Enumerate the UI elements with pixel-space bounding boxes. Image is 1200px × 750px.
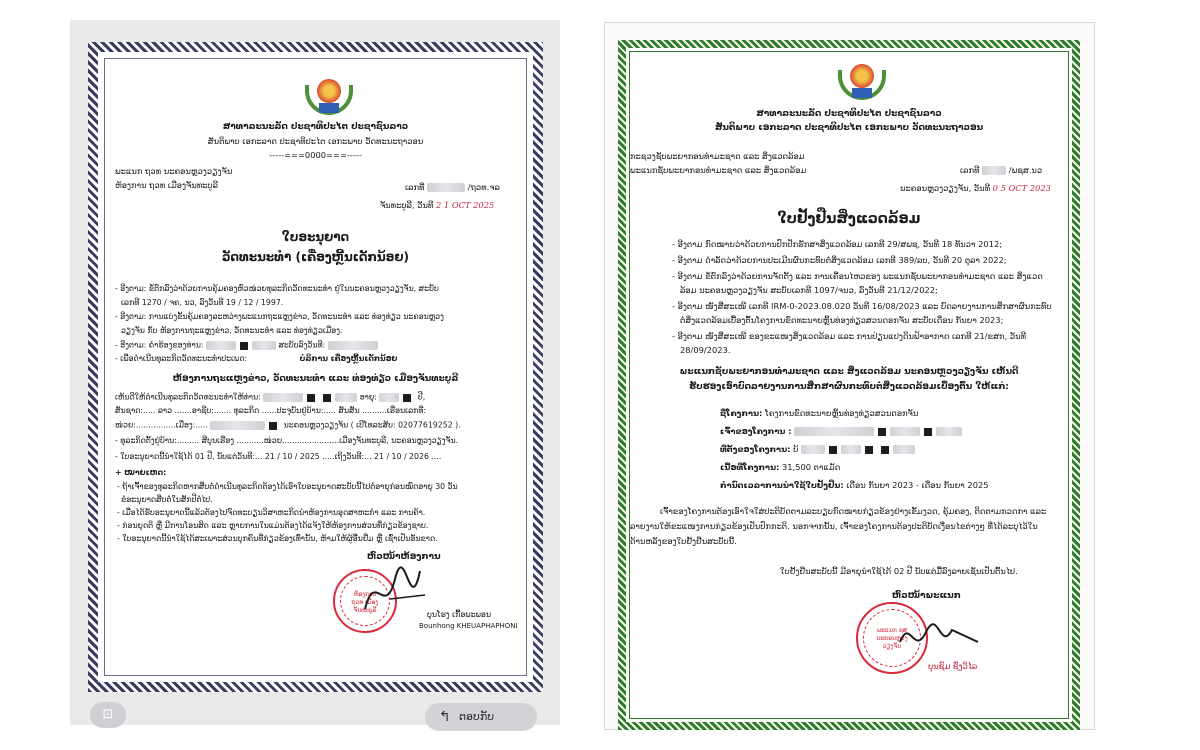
project-name-label: ຊື່ໂຄງການ: [720, 408, 763, 418]
certificate-inner-frame [629, 51, 1069, 719]
project-location-field [720, 445, 915, 454]
project-area-field [720, 463, 840, 471]
project-owner-field [720, 427, 962, 436]
ref-label: ເລກທີ່ [405, 182, 425, 192]
right-reference-4-cont: ຕໍ່ສິ່ງແວດລ້ອມເບື້ອງຕົ້ນໂຄງການຂົດທະນາຍຫຼິ້ນທ່ອງທ່ຽວສວນດອກຈັນ ສະບັບເດືອນ ກັນຍາ 2023; [680, 315, 1004, 325]
note-heading: + ໝາຍເຫດ: [115, 468, 167, 477]
reference-2-cont: ວຽງຈັນ ກັບ ຫ້ອງການຖະແຫຼງຂ່າວ, ວັດທະນະທຳ ແລະ ທ່ອງທ່ຽວເມືອງ. [121, 326, 343, 335]
reply-button[interactable] [425, 703, 537, 731]
certificate-validity: ໃບຢັ້ງຢືນສະບັບນີ້ ມີອາຍຸນຳໃຊ້ໄດ້ 02 ປີ ນັບແຕ່ມື້ລົງລາຍເຊັນເປັນຕົ້ນໄປ. [780, 566, 1018, 576]
reference-3-label: - ອີງຕາມ: ຄຳຮ້ອງຂອງທ່ານ: [115, 340, 204, 350]
reply-arrow-icon: ↰ [439, 709, 451, 725]
right-national-header: ສາທາລະນະລັດ ປະຊາທິປະໄຕ ປະຊາຊົນລາວ [756, 109, 942, 119]
nationality-line: ສັນຊາດ:..... ລາວ .......ອາຊີບ:....... ທຸລະກິດ ......ປະຈຸບັນຢູ່ບ້ານ:..... ສັນສັນ ..........ເຮືອນເລກທີ່: [115, 406, 427, 415]
year-label: ປີ, [417, 392, 426, 402]
project-location-label: ທີ່ຕັ້ງຂອງໂຄງການ: [720, 444, 791, 454]
signature-icon [355, 559, 435, 629]
right-date-line [900, 184, 1051, 192]
project-name-field [720, 409, 918, 417]
project-area-value: 31,500 ຕາແມັດ [782, 462, 841, 472]
permit-holder-label: ເຫັນດີໃຫ້ດຳເນີນທຸລະກິດວັດທະນະທຳໃຫ້ທ່ານ: [115, 392, 261, 402]
reference-1-cont: ເລກທີ 1270 / ຈຄ, ນວ, ລົງວັນທີ 19 / 12 / 1997. [121, 298, 284, 307]
department-chief-label: ຫົວໜ້າພະແນກ [892, 591, 961, 601]
date-label: ນະຄອນຫຼວງວຽງຈັນ, ວັນທີ [900, 183, 991, 193]
business-location-line: - ທຸລະກິດຕັ້ງຢູ່ບ້ານ:......... ສີບຸນເຮືອງ ...........ໜ່ວຍ.......................ເມືອງຈັນທະບູລີ, ນະຄອນຫຼວງວຽງຈັນ. [115, 436, 459, 445]
signer-name: ບຸນຊົມ ຊົ່ງວິໄລ [928, 661, 978, 671]
environment-certificate-document [618, 40, 1080, 730]
certificate-title: ໃບຢັ້ງຢືນສິ່ງແວດລ້ອມ [777, 211, 921, 227]
reference-3-tail: ສະບັບລົງວັນທີ: [278, 340, 326, 350]
office-chief-label: ຫົວໜ້າຫ້ອງການ [367, 552, 441, 562]
note-2: - ເມື່ອໄດ້ຮັບອະນຸຍາດນີ້ແລ້ວຕ້ອງໄປຈົດທະບຽນວິສາຫະກິດນຳຫ້ອງການອຸດສາຫະກຳ ແລະ ການຄ້າ. [117, 508, 426, 517]
left-national-motto: ສັນຕິພາບ ເອກະລາດ ປະຊາທິປະໄຕ ເອກະພາບ ວັດທະນະຖາວອນ [207, 136, 424, 146]
permit-inner-frame [104, 58, 527, 676]
right-reference-4: - ອີງຕາມ ໜັງສືສະເໜີ ເລກທີ IRM-0-2023.08.020 ວັນທີ 16/08/2023 ແລະ ບົດລາຍງານການສຶກສາຜົນກະທົບ [672, 301, 1052, 311]
department-line: ພະແນກຊັບພະຍາກອນທຳມະຊາດ ແລະ ສິ່ງແວດລ້ອມ [630, 165, 807, 175]
right-national-motto: ສັນຕິພາບ ເອກະລາດ ປະຊາທິປະໄຕ ເອກະພາບ ວັດທະນະຖາວອນ [714, 123, 984, 133]
right-ref-number [960, 166, 1042, 175]
ministry-line: ກະຊວງຊັບພະຍາກອນທຳມະຊາດ ແລະ ສິ່ງແວດລ້ອມ [630, 151, 805, 161]
unit-tail: ນະຄອນຫຼວງວຽງຈັນ ( ເບີໂທລະສັບ: 02077619252 ). [283, 420, 461, 430]
business-type: ບໍລິການ ເຄື່ອງຫຼີ້ນເດັກນ້ອຍ [299, 354, 398, 363]
validity-period-label: ກຳນົດເວລາການນຳໃຊ້ໃບຢັ້ງຢືນ: [720, 480, 844, 490]
left-national-header: ສາທາລະນະລັດ ປະຊາທິປະໄຕ ປະຊາຊົນລາວ [222, 122, 409, 132]
reference-3 [115, 341, 378, 350]
note-1-cont: ຂໍອະນຸຍາດສືບຕໍ່ໃນສັກປີຕໍ່ໄປ. [121, 495, 213, 504]
project-owner-label: ເຈົ້າຂອງໂຄງການ : [720, 426, 792, 436]
declaration-line-1: ພະແນກຊັບພະຍາກອນທຳມະຊາດ ແລະ ສິ່ງແວດລ້ອມ ນະຄອນຫຼວງວຽງຈັນ ເຫັນດີ [679, 367, 1019, 377]
reference-4 [115, 355, 397, 363]
right-reference-5-cont: 28/09/2023. [680, 345, 731, 355]
note-1: - ຖ້າເຈົ້າຂອງທຸລະກິດຫາກສືບຕໍ່ດຳເນີນທຸລະກິດຕ້ອງໄດ້ເອົາໃບອະນຸຍາດສະບັບນີ້ໄປຕໍ່ອາຍຸກ່ອນໝົດອາຍຸ 30 ວັນ [117, 482, 458, 491]
unit-label: ໜ່ວຍ:................ເມືອງ:..... [115, 420, 208, 430]
stamp-text: ຫ້ອງການ ຖວທ ເມືອງຈັນທະບູລີ [351, 591, 379, 614]
age-label: ອາຍຸ: [359, 392, 377, 402]
date-label: ຈັນທະບູລີ, ວັນທີ [380, 200, 434, 210]
permit-holder-line [115, 393, 425, 402]
reference-4-label: - ເພື່ອດຳເນີນທຸລະກິດວັດທະນະທຳປະເພດ: [115, 354, 248, 363]
ref-label: ເລກທີ [960, 165, 980, 175]
reference-2: - ອີງຕາມ: ການແບ່ງຂັ້ນຄຸ້ມຄອງລະຫວ່າງພະແນກຖະແຫຼງຂ່າວ, ວັດທະນະທຳ ແລະ ທ່ອງທ່ຽວ ນະຄອນຫຼວງ [115, 312, 444, 321]
signer-name-latin: Bounhong KHEUAPHAPHONI [419, 622, 518, 630]
left-dept-line: ພະແນກ ຖວທ ນະຄອນຫຼວງວຽງຈັນ [115, 166, 233, 176]
lao-emblem-icon [305, 77, 353, 117]
project-location-value: ບ້ [793, 444, 799, 454]
ref-suffix: /ຖວທ.ຈລ [467, 182, 500, 192]
ref-suffix: /ພຊສ.ນວ [1008, 165, 1043, 175]
validity-line: - ໃບອະນຸຍາດນີ້ນຳໃຊ້ໄດ້ 01 ປີ, ນັບແຕ່ວັນທີ:... 21 / 10 / 2025 .....ເຖິງວັນທີ:... 21 / 10 / 2026 .... [115, 452, 442, 461]
validity-period-field [720, 481, 989, 489]
project-area-label: ເນື້ອທີ່ໂຄງການ: [720, 462, 780, 472]
right-reference-5: - ອີງຕາມ ໜັງສືສະເໜີ ຂອງຂະແໜງສິ່ງແວດລ້ອມ ແລະ ການປ່ຽນແປງດິນຟ້າອາກາດ ເລກທີ 21/ຂສກ, ວັນທີ [672, 331, 1027, 341]
right-reference-3-cont: ລ້ອມ ນະຄອນຫຼວງວຽງຈັນ ສະບັບເລກທີ 1097/ຈນວ, ລົງວັນທີ 21/12/2022; [680, 285, 938, 295]
note-3: - ກ່ອນຍຸດຕິ ຫຼື ມີການໂອນສິດ ແລະ ຫຼາຍການໃນແມ່ນຕ້ອງໄດ້ແຈ້ງໃຫ້ຫ້ອງການສ່ວນທີ່ກ່ຽວຂ້ອງຊາບ. [117, 521, 429, 530]
scan-icon[interactable]: ⊡ [90, 702, 126, 728]
left-date-line [380, 201, 494, 209]
permit-subtitle: ວັດທະນະທຳ (ເຄື່ອງຫຼີ້ນເດັກນ້ອຍ) [222, 250, 409, 264]
project-name-value: ໂຄງການຂົດທະນາຍຫຼິ້ນທ່ອງທ່ຽວສວນດອກຈັນ [765, 408, 919, 418]
note-4: - ໃບອະນຸຍາດນີ້ນຳໃຊ້ໄດ້ສະເພາະສ່ວນບຸກຄົນທີ່ກ່ຽວຂ້ອງເທົ່ານັ້ນ, ຫ້າມໃຫ້ຜູ້ອື່ນຢືມ ຫຼື ເຊົ່າເປັນອັນຂາດ. [117, 534, 438, 543]
signer-name-lao: ບຸນໂຮງ ເກື້ອພະພອນ [427, 610, 491, 619]
stamp-text: ພະແນກ ຊສ ນະຄອນຫຼວງວຽງຈັນ [876, 627, 908, 650]
left-header-divider: -----===0000===----- [269, 150, 362, 160]
right-reference-2: - ອີງຕາມ ດຳລັດວ່າດ້ວຍການປະເມີນຜົນກະທົບຕໍ່ສິ່ງແວດລ້ອມ ເລກທີ 389/ລບ, ວັນທີ 20 ຕຸລາ 2022; [672, 255, 1007, 265]
reply-label: ຕອບກັບ [459, 710, 495, 723]
office-heading: ຫ້ອງການຖະແຫຼງຂ່າວ, ວັດທະນະທຳ ແລະ ທ່ອງທ່ຽວ ເມືອງຈັນທະບູລີ [172, 374, 459, 384]
unit-line [115, 421, 461, 430]
left-office-line: ຫ້ອງການ ຖວທ ເມືອງຈັນທະບູລີ [115, 180, 218, 190]
culture-permit-document [88, 42, 543, 692]
obligation-line-2: ລາຍງານໃຫ້ຂະແໜງການກ່ຽວຂ້ອງເປັນປົກກະຕິ. ນອກຈາກນັ້ນ, ເຈົ້າຂອງໂຄງການຕ້ອງປະຕິບັດເງື່ອນໄຂຕ່າງໆ ທີ່ໄດ້ລະບຸໄວ້ໃນ [630, 521, 1038, 531]
obligation-line-3: ດ້ານຫລັງຂອງໃບຢັ້ງຢືນສະບັບນີ້. [630, 536, 737, 546]
left-document-photo [70, 20, 560, 725]
handwritten-date: 2 1 OCT 2025 [436, 200, 495, 210]
right-reference-1: - ອີງຕາມ ກົດໝາຍວ່າດ້ວຍການປົກປັກຮັກສາສິ່ງແວດລ້ອມ ເລກທີ 29/ສພຊ, ວັນທີ 18 ທັນວາ 2012; [672, 239, 1003, 249]
declaration-line-2: ຮັບຮອງເອົາບົດລາຍງານການສຶກສາຜົນກະທົບຕໍ່ສິ່ງແວດລ້ອມເບື້ອງຕົ້ນ ໃຫ້ແກ່: [689, 382, 1009, 392]
permit-title: ໃບອະນຸຍາດ [281, 230, 350, 244]
obligation-line-1: ເຈົ້າຂອງໂຄງການຕ້ອງເອົາໃຈໃສ່ປະຕິບັດຕາມລະບຽບກົດໝາຍກ່ຽວຂ້ອງຢ່າງເຂັ້ມງວດ, ຄຸ້ມຄອງ, ຕິດຕາມກວດກາ ແລະ [660, 506, 1047, 516]
signature-icon [892, 612, 982, 662]
lao-emblem-icon [838, 62, 886, 102]
reference-1: - ອີງຕາມ: ຂໍ້ຕົກລົງວ່າດ້ວຍການຄຸ້ມຄອງຫົວໜ່ວຍທຸລະກິດວັດທະນະທຳ ຢູ່ໃນນະຄອນຫຼວງວຽງຈັນ, ສະບັບ [115, 284, 439, 293]
validity-period-value: ເດືອນ ກັນຍາ 2023 - ເດືອນ ກັນຍາ 2025 [846, 480, 989, 490]
handwritten-date: 0 5 OCT 2023 [992, 183, 1051, 193]
right-reference-3: - ອີງຕາມ ຂໍ້ຕົກລົງວ່າດ້ວຍການຈັດຕັ້ງ ແລະ ການເຄື່ອນໄຫວຂອງ ພະແນກຊັບພະຍາກອນທຳມະຊາດ ແລະ ສິ່ງແວດ [672, 271, 1043, 281]
left-ref-number [405, 183, 500, 192]
